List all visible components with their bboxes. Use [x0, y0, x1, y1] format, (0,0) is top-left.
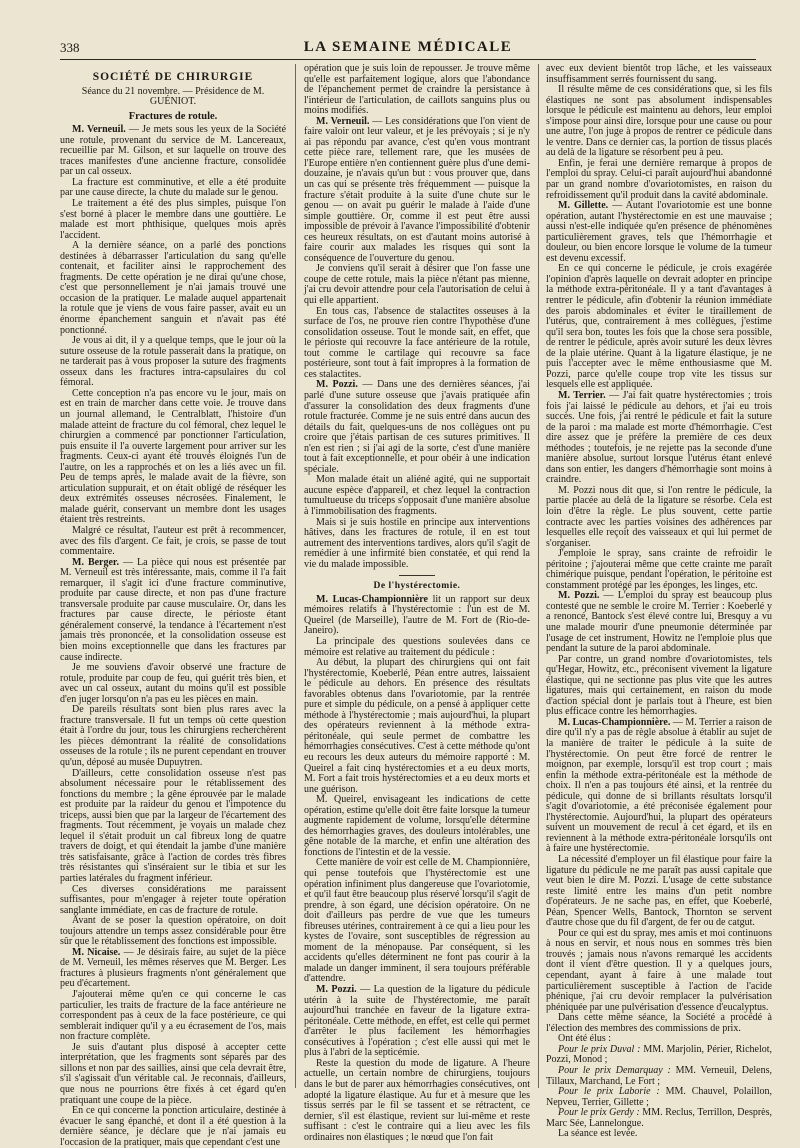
- paragraph: En tous cas, l'absence de stalactites osseuses à la surface de l'os, ne prouve rien contre l'hypothèse d'une consolidation osseuse. Tout le monde sait, en effet, que le périoste qui recouvre la face antérieure de la rotule, tout comme le cartilage qui recouvre sa face postérieure, sont tout à fait impropres à la formation de ces stalactites.: [304, 305, 530, 380]
- prize-committee: [546, 1066, 772, 1087]
- prize-label: Pour le prix Gerdy :: [558, 1107, 640, 1119]
- paragraph: Pour ce qui est du spray, mes amis et moi continuons à nous en servir, et nous nous en sommes très bien trouvés ; jamais nous n'avons remarqué les accidents dont il vient d'être question. Il y a quelques jours, cependant, ayant à faire à une malade tout particulièrement susceptible à l'action de l'acide phénique, j'ai cru devoir remplacer la pulvérisation phéniquée par une pulvérisation d'essence d'eucalyptus.: [546, 927, 772, 1013]
- header-rule: [60, 59, 756, 60]
- paragraph: Le traitement a été des plus simples, puisque l'on s'est borné à placer le membre dans une gouttière. Le malade est mort phthisique, quelques mois après l'accident.: [60, 198, 286, 241]
- paragraph-text: — J'ai fait quatre hystérectomies ; trois fois j'ai laissé le pédicule au dehors, et j'ai eu trois succès. Une fois, j'ai rentré le pédicule et fait la suture de la paroi : ma malade est morte d'hémorrhagie. C'est dire assez que je préfère la première de ces deux méthodes ; toutefois, je ne rejette pas la seconde d'une manière absolue, surtout lorsque l'utérus étant enlevé dans son entier, les dangers d'hémorrhagie sont moins à craindre.: [546, 389, 773, 486]
- section-rule: [399, 575, 435, 576]
- paragraph: [546, 391, 772, 486]
- paragraph: A la dernière séance, on a parlé des ponctions destinées à débarrasser l'articulation du sang qu'elle contenait, et faciliter ainsi le rapprochement des fragments. De cette opération je ne dirai qu'une chose, c'est que personnellement je n'ai jamais trouvé une occasion de la pratiquer. Le malade auquel appartenait la rotule que je viens de vous faire passer, avait eu un énorme épanchement sanguin et n'avait pas été ponctionné.: [60, 240, 286, 336]
- paragraph: En ce qui concerne le pédicule, je crois exagérée l'opinion d'après laquelle on devrait adopter en principe la méthode extra-péritonéale. Il y a tant d'avantages à rentrer le pédicule, afin d'obtenir la réunion immédiate des parois abdominales et éviter le tiraillement de l'utérus, que, contrairement à mes collègues, j'estime qu'il sera bon, toutes les fois que la chose sera possible, de rentrer le pédicule, après avoir suturé les deux lèvres de la plaie utérine. Quant à la ligature élastique, je ne puis l'accepter avec le même enthousiasme que M. Pozzi, parce qu'elle coupe trop vite les tissus sur lesquels elle est appliquée.: [546, 263, 772, 391]
- paragraph-text: — M. Terrier a raison de dire qu'il n'y a pas de règle absolue à établir au sujet de la manière de traiter le pédicule à la suite de l'hystérectomie. On peut être forcé de rentrer le moignon, par exemple, lorsqu'il est trop court ; mais enfin la méthode extra-péritonéale est la méthode de choix. Il n'en a pas toujours été ainsi, et la rentrée du pédicule, qui donne de si brillants résultats lorsqu'il s'agit d'ovariotomie, a été préconisée également pour l'hystérectomie. Aujourd'hui, la plupart des opérateurs suivent un mouvement de recul à cet égard, et ils en reviennent à la méthode extra-péritonéale lorsqu'ils ont à faire une hystérectomie.: [546, 716, 772, 855]
- speaker-name: M. Berger.: [72, 556, 119, 568]
- column-divider: [538, 64, 539, 1088]
- paragraph: Cette manière de voir est celle de M. Championnière, qui pense toutefois que l'hystérectomie est une opération infiniment plus dangereuse que l'ovariotomie, et qu'il faut être beaucoup plus réservé lorsqu'il s'agit de prendre, à son égard, une décision opératoire. On ne doit d'ailleurs pas perdre de vue que les tumeurs fibreuses utérines, contrairement à ce qui a lieu pour les kystes de l'ovaire, sont susceptibles de régression au moment de la ménopause. Par conséquent, si les accidents qu'elles déterminent ne font pas courir à la malade un danger imminent, il sera toujours préférable d'attendre.: [304, 857, 530, 985]
- paragraph: Reste la question du mode de ligature. A l'heure actuelle, un certain nombre de chirurgiens, toujours dans le but de parer aux hémorrhagies consécutives, ont adopté la ligature élastique. Au fur et à mesure que les tissus serrés par le fil se tassent et se rétractent, ce dernier, s'il est élastique, revient sur lui-même et reste suffisant : c'est le contraire qui a lieu avec les fils ordinaires non élastiques ; le nœud que l'on fait: [304, 1057, 530, 1143]
- prize-members: MM. Chauvel, Polaillon, Nepveu, Terrier, Gillette ;: [546, 1086, 772, 1108]
- paragraph: J'emploie le spray, sans crainte de refroidir le péritoine ; j'ajouterai même que cette crainte me paraît chimérique puisque, pendant l'opération, le péritoine est constamment protégé par les éponges, les linges, etc.: [546, 548, 772, 591]
- session-line: Séance du 21 novembre. — Présidence de M. GUÉNIOT.: [81, 85, 265, 108]
- paragraph: En ce qui concerne la ponction articulaire, destinée à évacuer le sang épanché, et dont il a été question à la dernière séance, je déclare que je n'ai jamais eu l'occasion de la pratiquer, mais que cependant c'est une: [60, 1105, 286, 1148]
- paragraph-text: — L'emploi du spray est beaucoup plus contesté que ne semble le croire M. Terrier : Koeberlé y a renoncé, Bantock s'est élevé contre lui, Bresquy a vu une malade mourir d'une pneumonie déterminée par l'usage de cet instrument, Howitz ne l'emploie plus que pendant la suture de la paroi abdominale.: [546, 590, 773, 655]
- paragraph: Malgré ce résultat, l'auteur est prêt à recommencer, avec des fils d'argent. Ce fait, je crois, se passe de tout commentaire.: [60, 524, 286, 558]
- speaker-name: M. Lucas-Championnière: [316, 593, 428, 605]
- paragraph: Cette conception n'a pas encore vu le jour, mais on est en train de marcher dans cette voie. Je trouve dans un journal allemand, le Centralblatt, l'histoire d'un malade atteint de fracture du col fémoral, chez lequel le chirurgien a commencé par ponctionner l'articulation, puis ensuite il l'a ouverte largement pour arriver sur les fragments. Ceux-ci ayant été trouvés éloignés l'un de l'autre, on les a rapprochés et on les a liés avec un fil. Peu de temps après, le malade avait de la fièvre, son articulation suppurait, et on était obligé de réséquer les deux extrémités osseuses nécrosées. Finalement, le malade guérit, conservant un membre dont les usages étaient très restreints.: [60, 387, 286, 526]
- prize-committee: [546, 1087, 772, 1108]
- paragraph: Avant de se poser la question opératoire, on doit toujours attendre un temps assez considérable pour être sûr que le rétablissement des fonctions est impossible.: [60, 915, 286, 948]
- paragraph: M. Queirel, envisageant les indications de cette opération, estime qu'elle doit être faite lorsque la tumeur augmente rapidement de volume, lorsqu'elle détermine des hémorrhagies graves, des douleurs intolérables, une gêne notable de la marche, et enfin une altération des fonctions de l'intestin et de la vessie.: [304, 794, 530, 858]
- speaker-name: M. Verneuil.: [72, 124, 126, 136]
- paragraph-text: — Je mets sous les yeux de la Société une rotule, provenant du service de M. Lancereaux, recueillie par M. Gilson, et sur laquelle on trouve des traces manifestes d'une ancienne fracture, consolidée par un cal osseux.: [60, 124, 287, 178]
- section-heading: Fractures de rotule.: [128, 110, 218, 122]
- speaker-name: M. Verneuil.: [316, 115, 370, 127]
- paragraph: Mais si je suis hostile en principe aux interventions hâtives, dans les fractures de rotule, il en est tout autrement des interventions tardives, alors qu'il s'agit de remédier à une infirmité bien constatée, et qui rend la vie du malade impossible.: [304, 516, 530, 570]
- paragraph: [546, 591, 772, 654]
- paragraph: La principale des questions soulevées dans ce mémoire est relative au traitement du pédicule :: [304, 635, 530, 658]
- prize-members: MM. Reclus, Terrillon, Desprès, Marc Sée, Lannelongue.: [546, 1107, 772, 1129]
- paragraph: opération que je suis loin de repousser. Je trouve même qu'elle est parfaitement logique, alors que l'abondance de l'épanchement permet de craindre la persistance à l'intérieur de l'articulation, de caillots sanguins plus ou moins modifiés.: [304, 63, 530, 117]
- society-heading: SOCIÉTÉ DE CHIRURGIE: [92, 71, 254, 83]
- paragraph: Enfin, je ferai une dernière remarque à propos de l'emploi du spray. Celui-ci paraît aujourd'hui abandonné par un grand nombre d'ovariotomistes, en raison du refroidissement qu'il produit dans la cavité abdominale.: [546, 157, 772, 201]
- prize-committee: [546, 1108, 772, 1129]
- paragraph: [60, 125, 286, 178]
- prize-committee: [546, 1045, 772, 1066]
- paragraph: D'ailleurs, cette consolidation osseuse n'est pas absolument nécessaire pour le rétablissement des fonctions du membre ; la gêne éprouvée par le malade est produite par la raideur du genou et l'impotence du triceps, aussi bien que par la largeur de l'écartement des fragments. Tout récemment, je voyais un malade chez lequel il s'était produit un cal fibreux long de quatre travers de doigt, et qui étendait la jambe d'une manière très satisfaisante, grâce à l'action de cordes très fibres très résistantes qui s'inséraient sur le tibia et sur les parties latérales du fragment inférieur.: [60, 767, 286, 885]
- speaker-name: M. Nicaise.: [72, 946, 121, 958]
- speaker-name: M. Pozzi.: [316, 984, 357, 996]
- paragraph-text: — Je désirais faire, au sujet de la pièce de M. Verneuil, les mêmes réserves que M. Berger. Les fractures à plusieurs fragments n'ont généralement que peu d'écartement.: [60, 946, 286, 990]
- paragraph-text: — La question de la ligature du pédicule utérin à la suite de l'hystérectomie, me paraît aujourd'hui tranchée en faveur de la ligature extra-péritonéale. Cette méthode, en effet, est celle qui permet d'arrêter le plus facilement les hémorrhagies consécutives à l'opération ; c'est elle aussi qui met le plus à l'abri de la septicémie.: [304, 984, 530, 1059]
- paragraph: Ont été élus :: [558, 1033, 612, 1045]
- prize-members: MM. Verneuil, Delens, Tillaux, Marchand, Le Fort ;: [546, 1064, 773, 1087]
- paragraph: M. Pozzi nous dit que, si l'on rentre le pédicule, la partie placée au delà de la ligature se résorbe. Cela est loin d'être la règle. Le plus souvent, cette partie contracte avec les parties voisines des adhérences par lesquelles elle reçoit des vaisseaux et qui lui permet de s'organiser.: [546, 484, 772, 549]
- paragraph-text: — La pièce qui nous est présentée par M. Verneuil est très intéressante, mais, comme il l'a fait remarquer, il s'agit ici d'une fracture comminutive, produite par cause directe, et non pas d'une fracture transversale produite par cause musculaire. Or, dans les fractures par cause directe, le périoste étant généralement conservé, la tendance à l'écartement n'est jamais très prononcée, et la consolidation osseuse est bien moins exceptionnelle que dans les fractures par cause indirecte.: [60, 556, 286, 663]
- column-middle: [304, 63, 530, 1143]
- section-heading: De l'hystérectomie.: [373, 581, 461, 592]
- paragraph: Mon malade était un aliéné agité, qui ne supportait aucune espèce d'appareil, et chez lequel la contraction tumultueuse du triceps s'opposait d'une manière absolue à l'immobilisation des fragments.: [304, 474, 530, 517]
- paragraph-text: — Autant l'ovariotomie est une bonne opération, autant l'hystérectomie en est une mauvaise ; aussi n'est-elle indiquée qu'en présence de phénomènes particulièrement graves, tels que l'hémorrhagie et douleur, ou bien encore lorsque le volume de la tumeur est devenu excessif.: [546, 200, 772, 264]
- paragraph: Au début, la plupart des chirurgiens qui ont fait l'hystérectomie, Koeberlé, Péan entre autres, laissaient le pédicule au dehors. En présence des résultats favorables obtenus dans l'ovariotomie, par la rentrée pure et simple du pédicule, on a pensé à appliquer cette méthode à l'hystérectomie ; mais aujourd'hui, la plupart des opérateurs reviennent à la méthode extra-péritonéale, qui seule permet de combattre les hémorrhagies consécutives. C'est à cette méthode qu'ont eu recours les deux auteurs du mémoire rapporté : M. Queirel a fait cinq hystérectomies et a eu deux morts, M. Fort a fait trois hystérectomies et a eu deux morts et une guérison.: [304, 657, 530, 795]
- paragraph: [304, 380, 530, 475]
- paragraph: Par contre, un grand nombre d'ovariotomistes, tels qu'Hegar, Howitz, etc., préconisent vivement la ligature élastique, qui ne sectionne pas plus vite que les autres ligatures, mais qui certainement, en raison du mode d'action spécial dont je parlais tout à l'heure, est bien plus efficace contre les hémorrhagies.: [546, 653, 772, 718]
- paragraph: [304, 117, 530, 265]
- speaker-name: M. Pozzi.: [558, 590, 600, 602]
- prize-label: Pour le prix Duval :: [558, 1043, 641, 1055]
- journal-title: LA SEMAINE MÉDICALE: [303, 39, 513, 55]
- prize-members: MM. Marjolin, Périer, Richelot, Pozzi, Monod ;: [546, 1043, 773, 1066]
- paragraph: avec eux devient bientôt trop lâche, et les vaisseaux insuffisamment serrés fournissent du sang.: [546, 63, 772, 85]
- paragraph: Je me souviens d'avoir observé une fracture de rotule, produite par coup de feu, qui guérit très bien, et avec un cal osseux, autant du moins qu'il est possible d'en juger lorsqu'on n'a pas eu les pièces en main.: [60, 662, 286, 705]
- paragraph: Dans cette même séance, la Société a procédé à l'élection des membres des commissions de prix.: [546, 1012, 772, 1034]
- paragraph: [304, 595, 530, 637]
- paragraph: La fracture est comminutive, et elle a été produite par une cause directe, la chute du malade sur le genou.: [60, 176, 286, 199]
- paragraph: Ces diverses considérations me paraissent suffisantes, pour m'engager à rejeter toute opération sanglante immédiate, en cas de fracture de rotule.: [60, 883, 286, 916]
- paragraph: [60, 558, 286, 663]
- column-right: [546, 63, 773, 1140]
- paragraph: J'ajouterai même qu'en ce qui concerne le cas particulier, les traits de fracture de la face antérieure ne correspondent pas à ceux de la face postérieure, ce qui semblerait indiquer qu'il y a eu écrasement de l'os, mais non fracture complète.: [60, 989, 286, 1043]
- running-head: [60, 40, 756, 56]
- paragraph: De pareils résultats sont bien plus rares avec la fracture transversale. Il fut un temps où cette question était à l'ordre du jour, tous les chirurgiens recherchèrent les pièces démontrant la réalité de consolidations osseuses de la rotule ; ils ne purent cependant en trouver qu'un, déposé au musée Dupuytren.: [60, 704, 286, 768]
- paragraph-text: lit un rapport sur deux mémoires relatifs à l'hystérectomie : l'un est de M. Queirel (de Marseille), l'autre de M. Fort de (Rio-de-Janeiro).: [304, 593, 530, 637]
- paragraph: [546, 718, 772, 855]
- closing-line: La séance est levée.: [558, 1128, 638, 1140]
- speaker-name: M. Gillette.: [558, 200, 609, 212]
- speaker-name: M. Lucas-Championnière.: [558, 716, 671, 728]
- paragraph: Il résulte même de ces considérations que, si les fils élastiques ne sont pas absolument indispensables lorsque le pédicule est maintenu au dehors, leur emploi s'impose pour ainsi dire, lorsque pour une cause ou pour une autre, l'on juge à propos de rentrer ce pédicule dans le ventre. Dans ce dernier cas, la portion de tissus placés au delà de la ligature se résorbent peu à peu.: [546, 84, 772, 159]
- speaker-name: M. Pozzi.: [316, 379, 358, 391]
- paragraph-text: — Dans une des dernières séances, j'ai parlé d'une suture osseuse que j'avais pratiquée afin d'assurer la consolidation des deux fragments d'une rotule fracturée. Comme je ne suis entré dans aucun des détails du fait, quelques-uns de nos collègues ont pu croire que j'étais partisan de ces sutures primitives. Il n'en est rien ; si j'ai agi de la sorte, c'est d'une manière tout à fait exceptionnelle, et pour obéir à une indication spéciale.: [304, 379, 530, 475]
- speaker-name: M. Terrier.: [558, 389, 606, 401]
- prize-label: Pour le prix Laborie :: [558, 1086, 660, 1098]
- paragraph: Je conviens qu'il serait à désirer que l'on fasse une coupe de cette rotule, mais la pièce n'étant pas mienne, j'ai cru devoir attendre pour cela l'autorisation de celui à qui elle appartient.: [304, 263, 530, 307]
- paragraph: [546, 201, 772, 264]
- paragraph-text: — Les considérations que l'on vient de faire valoir ont leur valeur, et je les prévoyais ; si je n'y ai pas répondu par avance, c'est qu'en vous montrant cette pièce rare, tellement rare, que les musées de l'Europe entière n'en contiennent guère plus d'une demi-douzaine, je n'avais qu'un but : vous prouver que, dans un cas qui se présente très fréquemment — puisque la fracture s'était produite à la suite d'une chute sur le genou — on avait pu guérir le malade à l'aide d'une simple gouttière. Or, comme il est peut être aussi impossible de prévoir à l'avance l'impossibilité d'obtenir ces heureux résultats, on est d'autant moins autorisé à faire courir aux malades les risques qui sont la conséquence de l'ouverture du genou.: [304, 115, 530, 264]
- paragraph: Je vous ai dit, il y a quelque temps, que le jour où la suture osseuse de la rotule passerait dans la pratique, on ne tarderait pas à vous proposer la suture des fragments osseux dans les fractures intra-capsulaires du col fémoral.: [60, 335, 286, 389]
- paragraph: Je suis d'autant plus disposé à accepter cette interprétation, que les fragments sont séparés par des sillons et non par des saillies, ainsi que cela devrait être, s'il s'agissait d'un véritable cal. Je reconnais, d'ailleurs, que nous ne pourrions être fixés à cet égard qu'en pratiquant une coupe de la pièce.: [60, 1041, 286, 1106]
- paragraph: [304, 985, 530, 1059]
- prize-label: Pour le prix Demarquay :: [558, 1064, 671, 1076]
- column-left: [60, 64, 287, 1148]
- column-divider: [295, 64, 296, 1088]
- paragraph: La nécessité d'employer un fil élastique pour faire la ligature du pédicule ne me paraît pas aussi capitale que veut bien le dire M. Pozzi. L'usage de cette substance reste limité entre les mains d'un petit nombre d'opérateurs. Je ne sache pas, en effet, que Koeberlé, Péan, Spencer Wells, Bantock, Thornton se servent d'autre chose que du fil d'argent, de fer ou de catgut.: [546, 854, 772, 929]
- paragraph: [60, 948, 286, 990]
- page-number: 338: [60, 40, 80, 55]
